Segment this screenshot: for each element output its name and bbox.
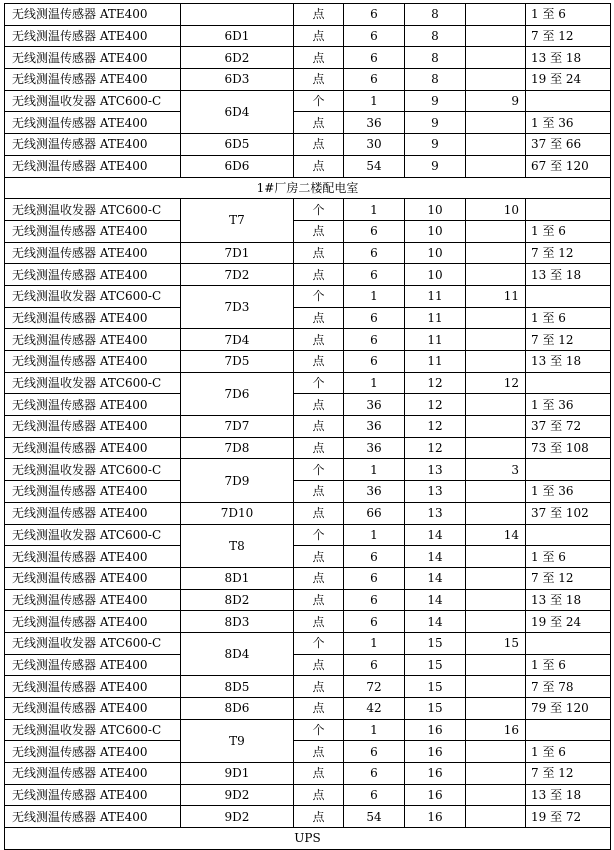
cabinet-code-cell: T8 — [181, 524, 294, 567]
item-name-cell: 无线测温传感器 ATE400 — [5, 264, 181, 286]
section-title: UPS — [5, 828, 611, 850]
group-number-cell: 14 — [405, 611, 466, 633]
point-range-cell — [526, 285, 611, 307]
cabinet-code-cell: 8D1 — [181, 567, 294, 589]
quantity-cell: 1 — [344, 632, 405, 654]
total-cell — [466, 69, 526, 91]
group-number-cell: 8 — [405, 47, 466, 69]
group-number-cell: 14 — [405, 546, 466, 568]
item-name-cell: 无线测温传感器 ATE400 — [5, 589, 181, 611]
unit-cell: 点 — [294, 741, 344, 763]
quantity-cell: 1 — [344, 285, 405, 307]
table-row — [5, 567, 611, 589]
cabinet-code-cell: 9D1 — [181, 763, 294, 785]
item-name-cell: 无线测温传感器 ATE400 — [5, 112, 181, 134]
item-name-cell: 无线测温传感器 ATE400 — [5, 763, 181, 785]
group-number-cell: 12 — [405, 416, 466, 438]
total-cell — [466, 47, 526, 69]
quantity-cell: 6 — [344, 25, 405, 47]
table-row — [5, 416, 611, 438]
cabinet-code-cell: 8D6 — [181, 698, 294, 720]
point-range-cell: 7 至 12 — [526, 763, 611, 785]
group-number-cell: 13 — [405, 459, 466, 481]
unit-cell: 个 — [294, 372, 344, 394]
group-number-cell: 11 — [405, 329, 466, 351]
point-range-cell: 19 至 24 — [526, 611, 611, 633]
total-cell — [466, 654, 526, 676]
cabinet-code-cell: 7D8 — [181, 437, 294, 459]
quantity-cell: 6 — [344, 242, 405, 264]
quantity-cell: 54 — [344, 155, 405, 177]
cabinet-code-cell: 7D3 — [181, 285, 294, 328]
point-range-cell: 13 至 18 — [526, 784, 611, 806]
group-number-cell: 13 — [405, 481, 466, 503]
group-number-cell: 13 — [405, 502, 466, 524]
quantity-cell: 42 — [344, 698, 405, 720]
table-row — [5, 763, 611, 785]
group-number-cell: 10 — [405, 199, 466, 221]
table-row — [5, 372, 611, 394]
total-cell — [466, 4, 526, 26]
item-name-cell: 无线测温传感器 ATE400 — [5, 437, 181, 459]
table-row — [5, 47, 611, 69]
quantity-cell: 1 — [344, 372, 405, 394]
total-cell: 15 — [466, 632, 526, 654]
group-number-cell: 11 — [405, 307, 466, 329]
quantity-cell: 72 — [344, 676, 405, 698]
unit-cell: 点 — [294, 155, 344, 177]
total-cell — [466, 784, 526, 806]
cabinet-code-cell: 6D3 — [181, 69, 294, 91]
group-number-cell: 15 — [405, 676, 466, 698]
total-cell — [466, 676, 526, 698]
quantity-cell: 54 — [344, 806, 405, 828]
cabinet-code-cell: 7D6 — [181, 372, 294, 415]
quantity-cell: 6 — [344, 741, 405, 763]
unit-cell: 点 — [294, 437, 344, 459]
cabinet-code-cell: 7D9 — [181, 459, 294, 502]
cabinet-code-cell: T7 — [181, 199, 294, 242]
table-row — [5, 90, 611, 112]
quantity-cell: 1 — [344, 524, 405, 546]
point-range-cell — [526, 90, 611, 112]
unit-cell: 点 — [294, 242, 344, 264]
item-name-cell: 无线测温传感器 ATE400 — [5, 25, 181, 47]
group-number-cell: 14 — [405, 589, 466, 611]
cabinet-code-cell: 9D2 — [181, 806, 294, 828]
table-row — [5, 784, 611, 806]
table-row — [5, 524, 611, 546]
unit-cell: 点 — [294, 763, 344, 785]
item-name-cell: 无线测温传感器 ATE400 — [5, 47, 181, 69]
table-row — [5, 502, 611, 524]
group-number-cell: 15 — [405, 654, 466, 676]
total-cell — [466, 307, 526, 329]
cabinet-code-cell: 8D4 — [181, 632, 294, 675]
table-row — [5, 307, 611, 329]
point-range-cell: 37 至 66 — [526, 134, 611, 156]
total-cell — [466, 351, 526, 373]
item-name-cell: 无线测温收发器 ATC600-C — [5, 719, 181, 741]
total-cell — [466, 611, 526, 633]
quantity-cell: 6 — [344, 611, 405, 633]
quantity-cell: 6 — [344, 264, 405, 286]
quantity-cell: 6 — [344, 763, 405, 785]
total-cell — [466, 546, 526, 568]
group-number-cell: 16 — [405, 719, 466, 741]
cabinet-code-cell: 6D4 — [181, 90, 294, 133]
point-range-cell: 19 至 72 — [526, 806, 611, 828]
table-row — [5, 394, 611, 416]
section-title: 1#厂房二楼配电室 — [5, 177, 611, 199]
group-number-cell: 15 — [405, 632, 466, 654]
table-row — [5, 437, 611, 459]
item-name-cell: 无线测温传感器 ATE400 — [5, 69, 181, 91]
item-name-cell: 无线测温收发器 ATC600-C — [5, 285, 181, 307]
group-number-cell: 8 — [405, 25, 466, 47]
unit-cell: 点 — [294, 134, 344, 156]
unit-cell: 点 — [294, 47, 344, 69]
unit-cell: 点 — [294, 264, 344, 286]
point-range-cell — [526, 524, 611, 546]
item-name-cell: 无线测温传感器 ATE400 — [5, 698, 181, 720]
point-range-cell: 1 至 36 — [526, 481, 611, 503]
table-row — [5, 459, 611, 481]
point-range-cell: 37 至 72 — [526, 416, 611, 438]
unit-cell: 个 — [294, 199, 344, 221]
cabinet-code-cell: 8D5 — [181, 676, 294, 698]
group-number-cell: 16 — [405, 806, 466, 828]
quantity-cell: 30 — [344, 134, 405, 156]
table-row — [5, 546, 611, 568]
quantity-cell: 36 — [344, 112, 405, 134]
group-number-cell: 15 — [405, 698, 466, 720]
item-name-cell: 无线测温传感器 ATE400 — [5, 481, 181, 503]
point-range-cell: 1 至 36 — [526, 394, 611, 416]
unit-cell: 点 — [294, 329, 344, 351]
point-range-cell: 19 至 24 — [526, 69, 611, 91]
point-range-cell: 7 至 78 — [526, 676, 611, 698]
group-number-cell: 10 — [405, 242, 466, 264]
table-row — [5, 351, 611, 373]
group-number-cell: 8 — [405, 69, 466, 91]
unit-cell: 点 — [294, 4, 344, 26]
item-name-cell: 无线测温收发器 ATC600-C — [5, 524, 181, 546]
quantity-cell: 6 — [344, 47, 405, 69]
point-range-cell: 13 至 18 — [526, 264, 611, 286]
unit-cell: 点 — [294, 112, 344, 134]
item-name-cell: 无线测温传感器 ATE400 — [5, 351, 181, 373]
item-name-cell: 无线测温收发器 ATC600-C — [5, 459, 181, 481]
quantity-cell: 36 — [344, 394, 405, 416]
group-number-cell: 16 — [405, 741, 466, 763]
point-range-cell: 1 至 6 — [526, 654, 611, 676]
total-cell: 16 — [466, 719, 526, 741]
unit-cell: 点 — [294, 416, 344, 438]
unit-cell: 点 — [294, 589, 344, 611]
item-name-cell: 无线测温传感器 ATE400 — [5, 567, 181, 589]
table-row — [5, 676, 611, 698]
item-name-cell: 无线测温收发器 ATC600-C — [5, 372, 181, 394]
group-number-cell: 16 — [405, 784, 466, 806]
group-number-cell: 10 — [405, 220, 466, 242]
unit-cell: 点 — [294, 220, 344, 242]
unit-cell: 点 — [294, 806, 344, 828]
unit-cell: 点 — [294, 567, 344, 589]
group-number-cell: 9 — [405, 90, 466, 112]
total-cell — [466, 329, 526, 351]
cabinet-code-cell — [181, 4, 294, 26]
group-number-cell: 16 — [405, 763, 466, 785]
table-row — [5, 220, 611, 242]
table-row — [5, 25, 611, 47]
cabinet-code-cell: 6D1 — [181, 25, 294, 47]
unit-cell: 点 — [294, 394, 344, 416]
group-number-cell: 9 — [405, 134, 466, 156]
unit-cell: 点 — [294, 502, 344, 524]
total-cell — [466, 437, 526, 459]
total-cell — [466, 741, 526, 763]
table-row — [5, 329, 611, 351]
total-cell — [466, 220, 526, 242]
unit-cell: 点 — [294, 611, 344, 633]
table-row — [5, 134, 611, 156]
table-row — [5, 285, 611, 307]
point-range-cell — [526, 719, 611, 741]
item-name-cell: 无线测温传感器 ATE400 — [5, 611, 181, 633]
unit-cell: 个 — [294, 524, 344, 546]
item-name-cell: 无线测温传感器 ATE400 — [5, 155, 181, 177]
quantity-cell: 6 — [344, 654, 405, 676]
point-range-cell: 67 至 120 — [526, 155, 611, 177]
total-cell: 14 — [466, 524, 526, 546]
point-range-cell — [526, 459, 611, 481]
quantity-cell: 6 — [344, 567, 405, 589]
total-cell — [466, 264, 526, 286]
item-name-cell: 无线测温传感器 ATE400 — [5, 4, 181, 26]
point-range-cell: 1 至 36 — [526, 112, 611, 134]
table-row — [5, 806, 611, 828]
group-number-cell: 12 — [405, 372, 466, 394]
item-name-cell: 无线测温传感器 ATE400 — [5, 242, 181, 264]
table-row — [5, 611, 611, 633]
group-number-cell: 11 — [405, 285, 466, 307]
quantity-cell: 6 — [344, 4, 405, 26]
table-row — [5, 112, 611, 134]
group-number-cell: 8 — [405, 4, 466, 26]
group-number-cell: 10 — [405, 264, 466, 286]
unit-cell: 个 — [294, 285, 344, 307]
item-name-cell: 无线测温传感器 ATE400 — [5, 784, 181, 806]
total-cell — [466, 806, 526, 828]
item-name-cell: 无线测温传感器 ATE400 — [5, 220, 181, 242]
item-name-cell: 无线测温传感器 ATE400 — [5, 329, 181, 351]
table-row — [5, 654, 611, 676]
group-number-cell: 12 — [405, 437, 466, 459]
total-cell — [466, 567, 526, 589]
unit-cell: 点 — [294, 351, 344, 373]
total-cell — [466, 155, 526, 177]
point-range-cell — [526, 199, 611, 221]
unit-cell: 个 — [294, 632, 344, 654]
point-range-cell: 7 至 12 — [526, 329, 611, 351]
cabinet-code-cell: 7D1 — [181, 242, 294, 264]
item-name-cell: 无线测温传感器 ATE400 — [5, 741, 181, 763]
unit-cell: 点 — [294, 698, 344, 720]
total-cell: 9 — [466, 90, 526, 112]
cabinet-code-cell: 7D7 — [181, 416, 294, 438]
point-range-cell: 1 至 6 — [526, 546, 611, 568]
total-cell — [466, 134, 526, 156]
point-range-cell: 7 至 12 — [526, 25, 611, 47]
point-range-cell: 13 至 18 — [526, 351, 611, 373]
cabinet-code-cell: 6D6 — [181, 155, 294, 177]
table-row — [5, 69, 611, 91]
item-name-cell: 无线测温传感器 ATE400 — [5, 134, 181, 156]
total-cell — [466, 502, 526, 524]
total-cell: 12 — [466, 372, 526, 394]
unit-cell: 个 — [294, 90, 344, 112]
quantity-cell: 36 — [344, 437, 405, 459]
table-body — [5, 4, 611, 850]
table-row — [5, 264, 611, 286]
unit-cell: 个 — [294, 459, 344, 481]
unit-cell: 点 — [294, 481, 344, 503]
cabinet-code-cell: 7D10 — [181, 502, 294, 524]
quantity-cell: 1 — [344, 459, 405, 481]
item-name-cell: 无线测温传感器 ATE400 — [5, 676, 181, 698]
table-row — [5, 698, 611, 720]
quantity-cell: 36 — [344, 481, 405, 503]
total-cell — [466, 698, 526, 720]
total-cell — [466, 416, 526, 438]
quantity-cell: 6 — [344, 351, 405, 373]
quantity-cell: 66 — [344, 502, 405, 524]
table-row — [5, 741, 611, 763]
total-cell: 3 — [466, 459, 526, 481]
total-cell — [466, 112, 526, 134]
item-name-cell: 无线测温传感器 ATE400 — [5, 307, 181, 329]
quantity-cell: 1 — [344, 719, 405, 741]
point-range-cell: 7 至 12 — [526, 567, 611, 589]
table-row — [5, 632, 611, 654]
point-range-cell: 37 至 102 — [526, 502, 611, 524]
table-row — [5, 199, 611, 221]
group-number-cell: 14 — [405, 567, 466, 589]
item-name-cell: 无线测温收发器 ATC600-C — [5, 90, 181, 112]
unit-cell: 点 — [294, 69, 344, 91]
section-header-row — [5, 177, 611, 199]
total-cell — [466, 589, 526, 611]
unit-cell: 个 — [294, 719, 344, 741]
unit-cell: 点 — [294, 654, 344, 676]
unit-cell: 点 — [294, 676, 344, 698]
item-name-cell: 无线测温传感器 ATE400 — [5, 806, 181, 828]
item-name-cell: 无线测温收发器 ATC600-C — [5, 199, 181, 221]
point-range-cell: 73 至 108 — [526, 437, 611, 459]
point-range-cell: 1 至 6 — [526, 220, 611, 242]
section-header-row — [5, 828, 611, 850]
point-range-cell — [526, 632, 611, 654]
group-number-cell: 11 — [405, 351, 466, 373]
quantity-cell: 6 — [344, 546, 405, 568]
item-name-cell: 无线测温传感器 ATE400 — [5, 502, 181, 524]
total-cell: 11 — [466, 285, 526, 307]
table-row — [5, 481, 611, 503]
group-number-cell: 14 — [405, 524, 466, 546]
group-number-cell: 9 — [405, 112, 466, 134]
item-name-cell: 无线测温传感器 ATE400 — [5, 394, 181, 416]
table-row — [5, 242, 611, 264]
quantity-cell: 1 — [344, 199, 405, 221]
point-range-cell: 79 至 120 — [526, 698, 611, 720]
point-range-cell: 7 至 12 — [526, 242, 611, 264]
point-range-cell — [526, 372, 611, 394]
cabinet-code-cell: 6D5 — [181, 134, 294, 156]
group-number-cell: 9 — [405, 155, 466, 177]
cabinet-code-cell: 9D2 — [181, 784, 294, 806]
unit-cell: 点 — [294, 784, 344, 806]
point-range-cell: 1 至 6 — [526, 741, 611, 763]
quantity-cell: 6 — [344, 69, 405, 91]
quantity-cell: 36 — [344, 416, 405, 438]
table-row — [5, 719, 611, 741]
cabinet-code-cell: T9 — [181, 719, 294, 762]
table-row — [5, 4, 611, 26]
cabinet-code-cell: 7D2 — [181, 264, 294, 286]
quantity-cell: 6 — [344, 307, 405, 329]
point-range-cell: 1 至 6 — [526, 4, 611, 26]
point-range-cell: 1 至 6 — [526, 307, 611, 329]
point-range-cell: 13 至 18 — [526, 589, 611, 611]
unit-cell: 点 — [294, 546, 344, 568]
quantity-cell: 6 — [344, 329, 405, 351]
equipment-table — [4, 3, 611, 850]
cabinet-code-cell: 7D5 — [181, 351, 294, 373]
unit-cell: 点 — [294, 25, 344, 47]
item-name-cell: 无线测温传感器 ATE400 — [5, 546, 181, 568]
item-name-cell: 无线测温收发器 ATC600-C — [5, 632, 181, 654]
quantity-cell: 6 — [344, 220, 405, 242]
quantity-cell: 1 — [344, 90, 405, 112]
cabinet-code-cell: 8D3 — [181, 611, 294, 633]
total-cell — [466, 394, 526, 416]
unit-cell: 点 — [294, 307, 344, 329]
cabinet-code-cell: 7D4 — [181, 329, 294, 351]
item-name-cell: 无线测温传感器 ATE400 — [5, 416, 181, 438]
point-range-cell: 13 至 18 — [526, 47, 611, 69]
group-number-cell: 12 — [405, 394, 466, 416]
total-cell: 10 — [466, 199, 526, 221]
quantity-cell: 6 — [344, 784, 405, 806]
table-row — [5, 589, 611, 611]
table-row — [5, 155, 611, 177]
total-cell — [466, 481, 526, 503]
total-cell — [466, 242, 526, 264]
quantity-cell: 6 — [344, 589, 405, 611]
total-cell — [466, 25, 526, 47]
cabinet-code-cell: 8D2 — [181, 589, 294, 611]
item-name-cell: 无线测温传感器 ATE400 — [5, 654, 181, 676]
cabinet-code-cell: 6D2 — [181, 47, 294, 69]
total-cell — [466, 763, 526, 785]
